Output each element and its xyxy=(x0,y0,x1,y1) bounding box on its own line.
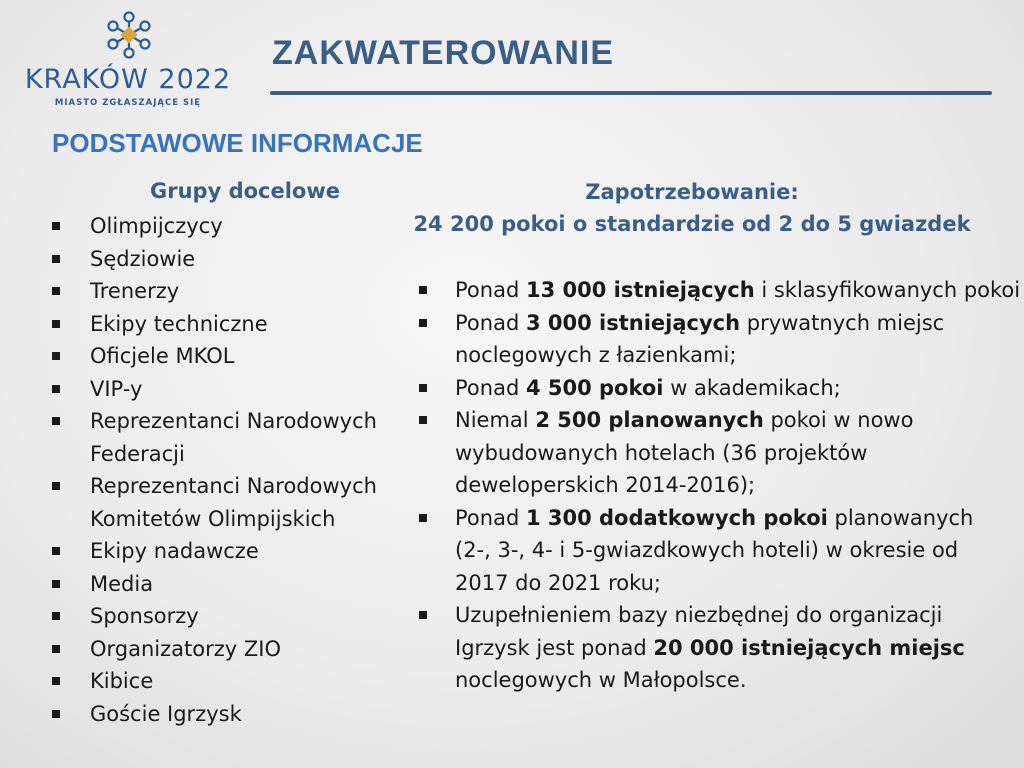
page-title: ZAKWATEROWANIE xyxy=(272,34,615,72)
list-item xyxy=(50,568,400,601)
square-bullet-icon xyxy=(419,384,427,392)
list-item-text: Organizatorzy ZIO xyxy=(90,636,281,661)
highlight-figure: 13 000 istniejących xyxy=(525,278,755,302)
list-item xyxy=(50,275,400,308)
square-bullet-icon xyxy=(52,580,60,588)
list-item xyxy=(412,502,1024,600)
square-bullet-icon xyxy=(52,320,60,328)
list-item-text: Reprezentanci Narodowych Komitetów Olimpijskich xyxy=(90,474,377,531)
square-bullet-icon xyxy=(52,287,60,295)
square-bullet-icon xyxy=(419,286,427,294)
list-item xyxy=(412,404,1024,502)
logo-wordmark: KRAKÓW 2022 xyxy=(24,64,232,95)
list-item xyxy=(50,308,400,341)
square-bullet-icon xyxy=(419,611,427,619)
square-bullet-icon xyxy=(52,417,60,425)
list-item xyxy=(50,373,400,406)
list-item xyxy=(50,698,400,731)
list-item xyxy=(50,470,400,535)
list-item-text xyxy=(455,599,1024,697)
list-item xyxy=(412,274,1024,307)
list-item xyxy=(50,405,400,470)
target-groups-list xyxy=(50,210,400,730)
list-item xyxy=(50,535,400,568)
highlight-figure: 4 500 pokoi xyxy=(525,375,664,400)
snowflake-ornament-icon xyxy=(104,10,154,60)
section-subtitle: PODSTAWOWE INFORMACJE xyxy=(52,128,423,158)
square-bullet-icon xyxy=(419,319,427,327)
square-bullet-icon xyxy=(52,645,60,653)
list-item-text xyxy=(455,274,1024,307)
list-item-text xyxy=(455,404,1024,502)
square-bullet-icon xyxy=(52,677,60,685)
list-item-text: Trenerzy xyxy=(90,279,180,303)
list-item-text: Ekipy techniczne xyxy=(90,311,268,336)
square-bullet-icon xyxy=(52,612,60,620)
list-item-text: Kibice xyxy=(90,669,154,693)
text-fragment: Ponad xyxy=(455,505,526,530)
highlight-figure: 2 500 planowanych xyxy=(535,408,764,432)
krakow-2022-logo xyxy=(18,8,238,108)
square-bullet-icon xyxy=(52,222,60,230)
square-bullet-icon xyxy=(52,352,60,360)
target-groups-column xyxy=(50,176,400,730)
square-bullet-icon xyxy=(419,416,427,424)
square-bullet-icon xyxy=(52,255,60,263)
demand-column xyxy=(412,176,1024,697)
text-fragment: Ponad xyxy=(455,310,526,335)
square-bullet-icon xyxy=(52,547,60,555)
demand-heading: Zapotrzebowanie: xyxy=(585,180,799,204)
list-item-text: Olimpijczycy xyxy=(90,214,223,238)
list-item-text xyxy=(455,372,1024,405)
highlight-figure: 3 000 istniejących xyxy=(525,310,741,335)
square-bullet-icon xyxy=(52,710,60,718)
list-item-text: Reprezentanci Narodowych Federacji xyxy=(90,409,377,466)
text-fragment: Niemal xyxy=(455,408,536,432)
list-item-text: Media xyxy=(90,571,154,596)
highlight-figure: 1 300 dodatkowych pokoi xyxy=(525,505,828,530)
list-item-text xyxy=(455,307,1024,372)
list-item-text: Sędziowie xyxy=(90,246,196,271)
text-fragment: prywatnych miejsc noclegowych z łazienkami; xyxy=(455,310,945,367)
title-divider xyxy=(270,91,992,95)
list-item xyxy=(412,372,1024,405)
list-item-text: Goście Igrzysk xyxy=(90,701,242,726)
text-fragment: Uzupełnieniem bazy niezbędnej do organizacji Igrzysk jest ponad xyxy=(455,603,943,660)
list-item xyxy=(50,600,400,633)
square-bullet-icon xyxy=(52,482,60,490)
logo-tagline: MIASTO ZGŁASZAJĄCE SIĘ xyxy=(54,98,202,108)
list-item-text: VIP-y xyxy=(90,376,143,401)
text-fragment: planowanych (2-, 3-, 4- i 5-gwiazdkowych hoteli) w okresie od 2017 do 2021 roku; xyxy=(455,505,974,595)
text-fragment: Ponad xyxy=(455,278,526,302)
text-fragment: noclegowych w Małopolsce. xyxy=(455,668,747,692)
text-fragment: Ponad xyxy=(455,375,526,400)
square-bullet-icon xyxy=(52,385,60,393)
list-item-text: Oficjele MKOL xyxy=(90,344,235,368)
list-item xyxy=(412,599,1024,697)
list-item-text: Sponsorzy xyxy=(90,604,199,628)
demand-list xyxy=(412,274,1024,697)
demand-summary: 24 200 pokoi o standardzie od 2 do 5 gwiazdek xyxy=(413,212,971,236)
square-bullet-icon xyxy=(419,514,427,522)
list-item xyxy=(50,340,400,373)
list-item xyxy=(50,243,400,276)
text-fragment: w akademikach; xyxy=(663,375,841,400)
list-item-text xyxy=(455,502,1024,600)
list-item xyxy=(50,665,400,698)
list-item xyxy=(50,633,400,666)
text-fragment: pokoi w nowo wybudowanych hotelach (36 projektów deweloperskich 2014-2016); xyxy=(455,408,914,497)
list-item-text: Ekipy nadawcze xyxy=(90,539,259,563)
list-item xyxy=(412,307,1024,372)
list-item xyxy=(50,210,400,243)
target-groups-heading: Grupy docelowe xyxy=(150,179,340,203)
highlight-figure: 20 000 istniejących miejsc xyxy=(653,635,965,660)
text-fragment: i sklasyfikowanych pokoi xyxy=(754,278,1021,302)
